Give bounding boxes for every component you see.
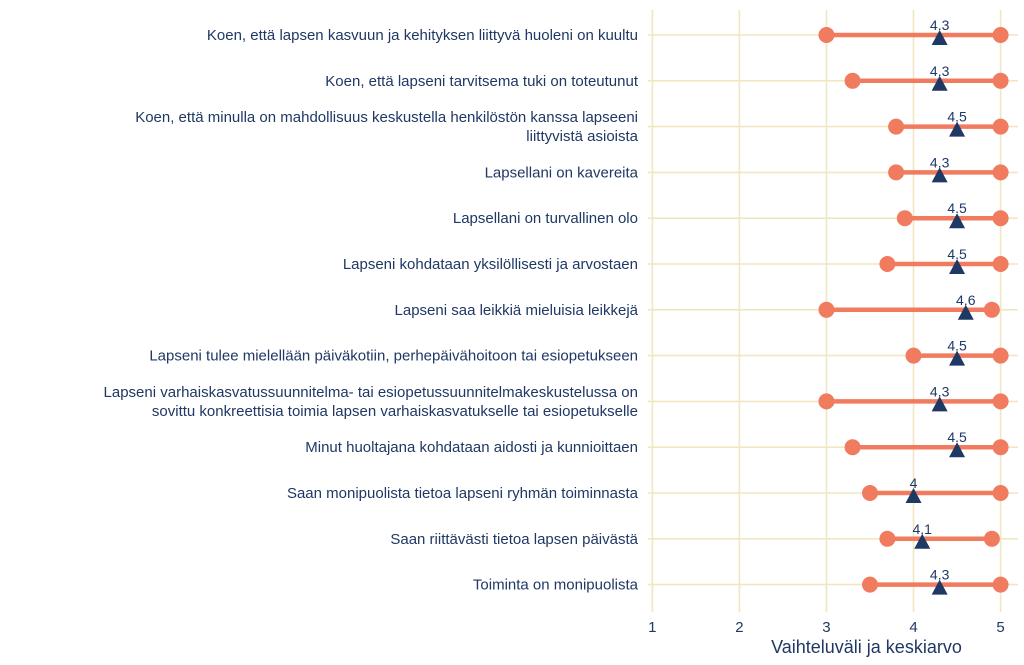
range-min-point xyxy=(818,302,834,318)
range-min-point xyxy=(818,393,834,409)
range-min-point xyxy=(888,119,904,135)
x-tick-label: 4 xyxy=(909,619,918,636)
category-label xyxy=(453,210,638,227)
mean-value-label: 4.5 xyxy=(947,246,967,262)
category-label xyxy=(104,384,638,420)
category-label xyxy=(473,577,639,594)
category-label-line: Lapseni saa leikkiä mieluisia leikkejä xyxy=(394,301,638,319)
mean-value-label: 4.3 xyxy=(929,566,950,583)
range-max-point xyxy=(993,164,1009,180)
range-max-point xyxy=(993,393,1009,409)
range-min-point xyxy=(879,531,895,547)
category-label-line: Lapseni tulee mielellään päiväkotiin, perhepäivähoitoon tai esiopetukseen xyxy=(149,347,638,365)
category-label xyxy=(287,485,639,502)
category-label xyxy=(485,164,639,181)
x-axis-ticks xyxy=(648,619,1005,636)
category-label-line: Toiminta on monipuolista xyxy=(472,576,638,594)
mean-value-label: 4 xyxy=(909,475,918,491)
range-min-point xyxy=(818,27,834,43)
category-label-line: Saan riittävästi tietoa lapsen päivästä xyxy=(390,530,638,548)
category-label-line: Lapsellani on kavereita xyxy=(484,164,638,182)
mean-value-label: 4.5 xyxy=(947,429,967,446)
range-max-point xyxy=(993,73,1009,89)
category-label-line: Koen, että minulla on mahdollisuus keskustella henkilöstön kanssa lapseeni xyxy=(135,109,638,127)
category-label-line: sovittu konkreettisia toimia lapsen varhaiskasvatukselle tai esiopetukselle xyxy=(151,402,638,420)
x-tick-label: 1 xyxy=(648,619,657,636)
category-label-line: liittyvistä asioista xyxy=(526,128,638,146)
category-label xyxy=(305,439,638,456)
mean-value-label: 4.3 xyxy=(929,17,950,33)
category-label xyxy=(149,348,638,365)
mean-value-label: 4.5 xyxy=(947,337,967,354)
range-min-point xyxy=(888,164,904,180)
category-labels xyxy=(104,27,639,594)
category-label-line: Lapseni kohdataan yksilöllisesti ja arvostaen xyxy=(342,256,638,273)
range-max-point xyxy=(993,210,1009,226)
category-label xyxy=(135,109,638,145)
category-label xyxy=(390,531,638,548)
range-max-point xyxy=(993,485,1009,501)
x-tick-label: 3 xyxy=(822,619,831,636)
mean-markers xyxy=(906,17,976,595)
mean-value-label: 4.3 xyxy=(929,383,950,400)
category-label xyxy=(325,73,639,90)
mean-value-label: 4.3 xyxy=(929,62,950,79)
category-label xyxy=(343,256,638,273)
range-min-point xyxy=(897,210,913,226)
x-tick-label: 5 xyxy=(996,619,1005,636)
category-label xyxy=(207,27,638,44)
x-axis-title: Vaihteluväli ja keskiarvo xyxy=(771,637,962,657)
category-label-line: Koen, että lapseni tarvitsema tuki on toteutunut xyxy=(325,72,638,90)
range-max-point xyxy=(993,348,1009,364)
range-min-point xyxy=(862,577,878,593)
mean-value-label: 4.6 xyxy=(956,291,976,308)
range-max-point xyxy=(993,119,1009,135)
category-label-line: Minut huoltajana kohdataan aidosti ja kunnioittaen xyxy=(305,439,638,457)
range-max-point xyxy=(984,531,1000,547)
category-label-line: Lapsellani on turvallinen olo xyxy=(452,210,638,228)
range-min-point xyxy=(906,348,922,364)
category-label-line: Koen, että lapsen kasvuun ja kehityksen liittyvä huoleni on kuultu xyxy=(206,27,638,44)
category-label xyxy=(395,302,639,319)
category-label-line: Saan monipuolista tietoa lapseni ryhmän toiminnasta xyxy=(286,485,638,502)
mean-value-label: 4.1 xyxy=(912,520,932,537)
category-label-line: Lapseni varhaiskasvatussuunnitelma- tai esiopetussuunnitelmakeskustelussa on xyxy=(103,383,638,401)
mean-value-label: 4.3 xyxy=(929,154,950,171)
mean-value-label: 4.5 xyxy=(947,108,967,125)
x-tick-label: 2 xyxy=(735,619,744,636)
range-max-point xyxy=(984,302,1000,318)
range-max-point xyxy=(993,256,1009,272)
range-max-point xyxy=(993,577,1009,593)
range-min-point xyxy=(879,256,895,272)
range-max-point xyxy=(993,439,1009,455)
range-min-point xyxy=(862,485,878,501)
mean-value-label: 4.5 xyxy=(947,200,967,217)
range-max-point xyxy=(993,27,1009,43)
range-min-point xyxy=(845,73,861,89)
range-min-point xyxy=(845,439,861,455)
